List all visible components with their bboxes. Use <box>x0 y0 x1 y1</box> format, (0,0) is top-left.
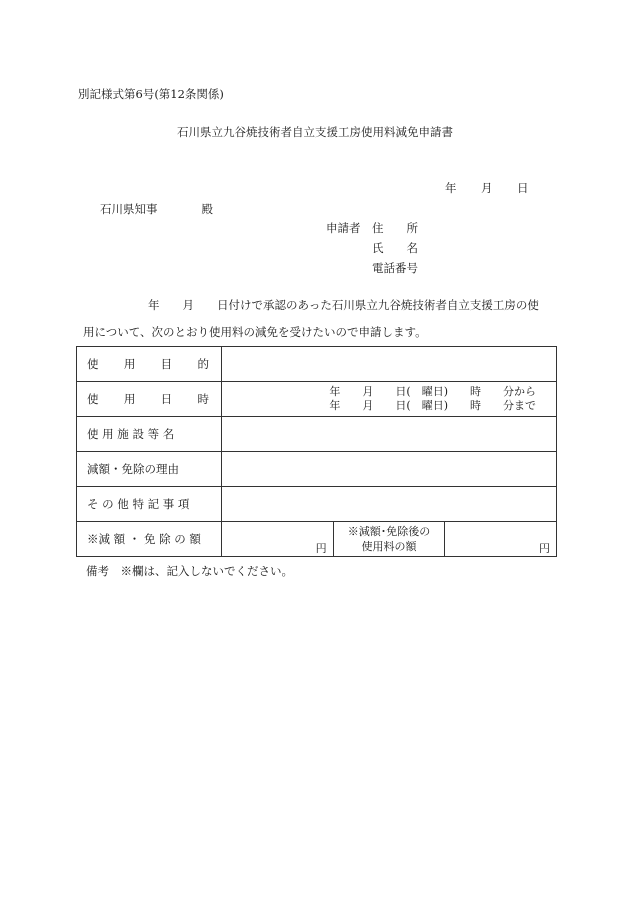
remarks: 備考 ※欄は、記入しないでください。 <box>86 564 293 578</box>
addressee-honorific: 殿 <box>201 202 213 216</box>
purpose-field[interactable] <box>222 347 557 382</box>
addressee <box>100 201 213 217</box>
row-amount <box>77 522 557 557</box>
notes-field[interactable] <box>222 487 557 522</box>
form-number: 別記様式第6号(第12条関係) <box>78 87 224 101</box>
body-text-line-1: 年 月 日付けで承認のあった石川県立九谷焼技術者自立支援工房の使 <box>148 298 539 312</box>
row-notes <box>77 487 557 522</box>
facility-field[interactable] <box>222 417 557 452</box>
yen-unit-2: 円 <box>539 542 550 555</box>
after-reduction-field[interactable] <box>445 522 557 557</box>
row-facility <box>77 417 557 452</box>
purpose-label: 使 用 目 的 <box>77 347 222 382</box>
date-month: 月 <box>481 181 493 195</box>
facility-label: 使 用 施 設 等 名 <box>77 417 222 452</box>
applicant-block <box>326 218 418 278</box>
phone-label: 電話番号 <box>372 261 418 275</box>
application-table <box>76 346 557 557</box>
reason-label: 減額・免除の理由 <box>77 452 222 487</box>
date-year: 年 <box>445 181 457 195</box>
datetime-field[interactable] <box>222 382 557 417</box>
datetime-to: 年 月 日( 曜日) 時 分まで <box>329 399 536 412</box>
datetime-from: 年 月 日( 曜日) 時 分から <box>329 385 536 398</box>
after-reduction-label: ※減額･免除後の 使用料の額 <box>333 522 445 557</box>
datetime-label: 使 用 日 時 <box>77 382 222 417</box>
document-title: 石川県立九谷焼技術者自立支援工房使用料減免申請書 <box>177 125 453 139</box>
applicant-label: 申請者 <box>326 221 361 235</box>
name-label: 氏 名 <box>372 241 418 255</box>
body-text-line-2: 用について、次のとおり使用料の減免を受けたいので申請します。 <box>83 325 427 339</box>
notes-label: そ の 他 特 記 事 項 <box>77 487 222 522</box>
addressee-name: 石川県知事 <box>100 202 158 216</box>
date-line <box>445 180 553 196</box>
date-day: 日 <box>517 181 529 195</box>
reason-field[interactable] <box>222 452 557 487</box>
amount-label: ※減 額 ・ 免 除 の 額 <box>77 522 222 557</box>
yen-unit-1: 円 <box>315 542 327 555</box>
row-datetime <box>77 382 557 417</box>
row-reason <box>77 452 557 487</box>
address-label: 住 所 <box>372 221 418 235</box>
amount-field[interactable] <box>222 522 334 557</box>
row-purpose <box>77 347 557 382</box>
